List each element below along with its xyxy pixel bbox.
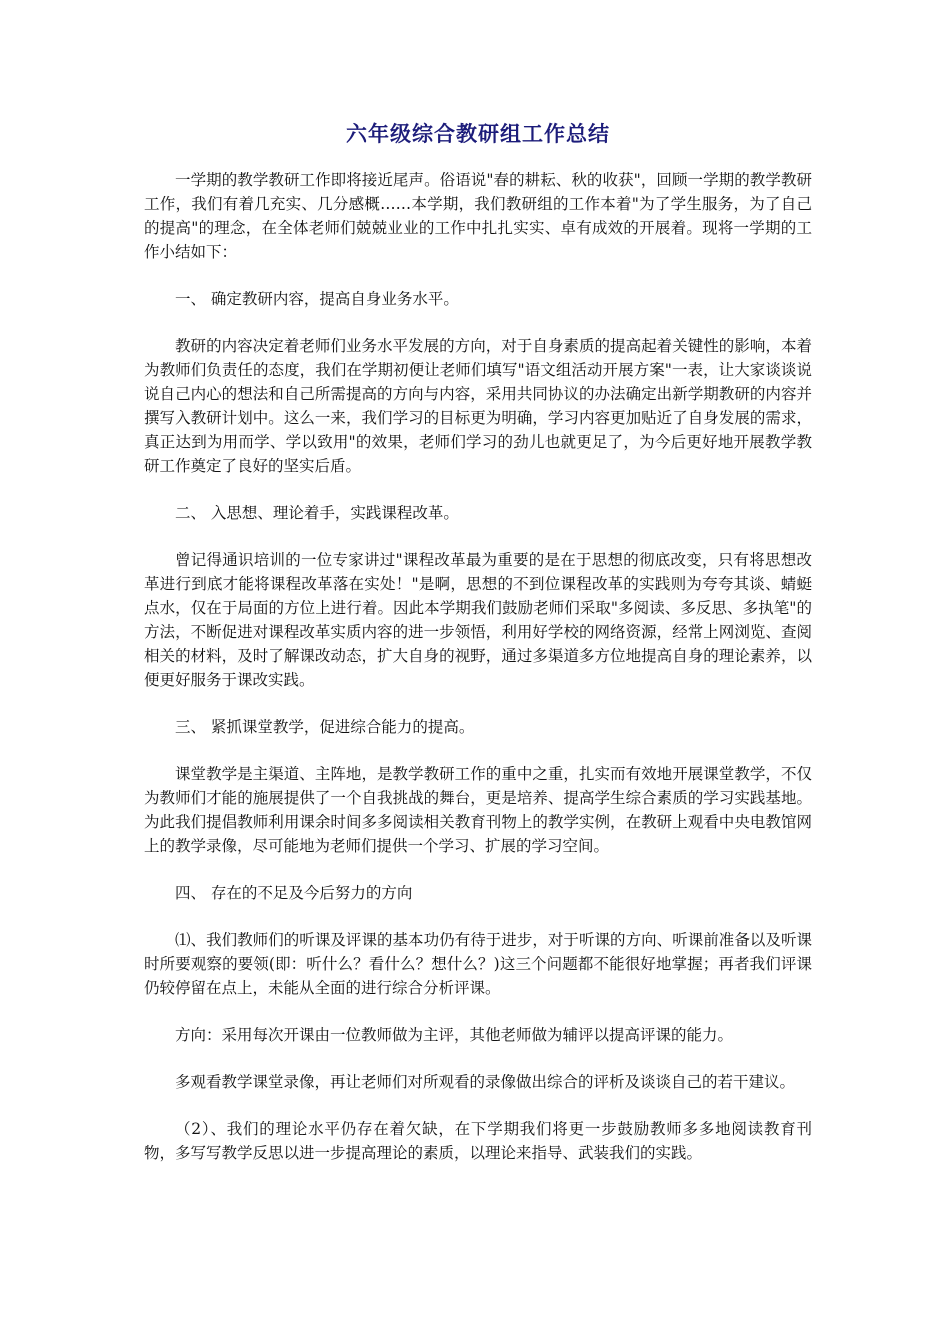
section-3-heading: 三、 紧抓课堂教学，促进综合能力的提高。 <box>175 718 475 736</box>
document-title: 六年级综合教研组工作总结 <box>346 122 610 146</box>
section-2-heading: 二、 入思想、理论着手，实践课程改革。 <box>175 504 459 522</box>
section-4-direction: 方向：采用每次开课由一位教师做为主评，其他老师做为辅评以提高评课的能力。 <box>175 1026 734 1044</box>
section-4-more: 多观看教学课堂录像，再让老师们对所观看的录像做出综合的评析及谈谈自己的若干建议。 <box>175 1073 796 1091</box>
intro-paragraph: 一学期的教学教研工作即将接近尾声。俗语说"春的耕耘、秋的收获"，回顾一学期的教学教研工作，我们有着几充实、几分感概……本学期，我们教研组的工作本着"为了学生服务，为了自己的提高"的理念，在全体老师们兢兢业业的工作中扎扎实实、卓有成效的开展着。现将一学期的工作小结如下： <box>144 171 812 261</box>
section-3-body: 课堂教学是主渠道、主阵地，是教学教研工作的重中之重，扎实而有效地开展课堂教学，不仅为教师们才能的施展提供了一个自我挑战的舞台，更是培养、提高学生综合素质的学习实践基地。为此我们提倡教师利用课余时间多多阅读相关教育刊物上的教学实例，在教研上观看中央电教馆网上的教学录像，尽可能地为老师们提供一个学习、扩展的学习空间。 <box>144 765 812 855</box>
section-4-item-2: （2）、我们的理论水平仍存在着欠缺，在下学期我们将更一步鼓励教师多多地阅读教育刊物，多写写教学反思以进一步提高理论的素质，以理论来指导、武装我们的实践。 <box>144 1120 812 1162</box>
document-page <box>144 118 812 1165</box>
section-4-item-1: ⑴、我们教师们的听课及评课的基本功仍有待于进步，对于听课的方向、听课前准备以及听课时所要观察的要领(即：听什么？看什么？想什么？)这三个问题都不能很好地掌握；再者我们评课仍较停留在点上，未能从全面的进行综合分析评课。 <box>144 931 812 997</box>
section-2-body: 曾记得通识培训的一位专家讲过"课程改革最为重要的是在于思想的彻底改变，只有将思想改革进行到底才能将课程改革落在实处！"是啊，思想的不到位课程改革的实践则为夸夸其谈、蜻蜓点水，仅在于局面的方位上进行着。因此本学期我们鼓励老师们采取"多阅读、多反思、多执笔"的方法，不断促进对课程改革实质内容的进一步领悟，利用好学校的网络资源，经常上网浏览、查阅相关的材料，及时了解课改动态，扩大自身的视野，通过多渠道多方位地提高自身的理论素养，以便更好服务于课改实践。 <box>144 551 812 689</box>
section-1-heading: 一、 确定教研内容，提高自身业务水平。 <box>175 290 459 308</box>
section-4-heading: 四、 存在的不足及今后努力的方向 <box>175 884 413 902</box>
section-1-body: 教研的内容决定着老师们业务水平发展的方向，对于自身素质的提高起着关键性的影响，本着为教师们负责任的态度，我们在学期初便让老师们填写"语文组活动开展方案"一表，让大家谈谈说说自己内心的想法和自己所需提高的方向与内容，采用共同协议的办法确定出新学期教研的内容并撰写入教研计划中。这么一来，我们学习的目标更为明确，学习内容更加贴近了自身发展的需求，真正达到为用而学、学以致用"的效果，老师们学习的劲儿也就更足了，为今后更好地开展教学教研工作奠定了良好的坚实后盾。 <box>144 337 812 475</box>
